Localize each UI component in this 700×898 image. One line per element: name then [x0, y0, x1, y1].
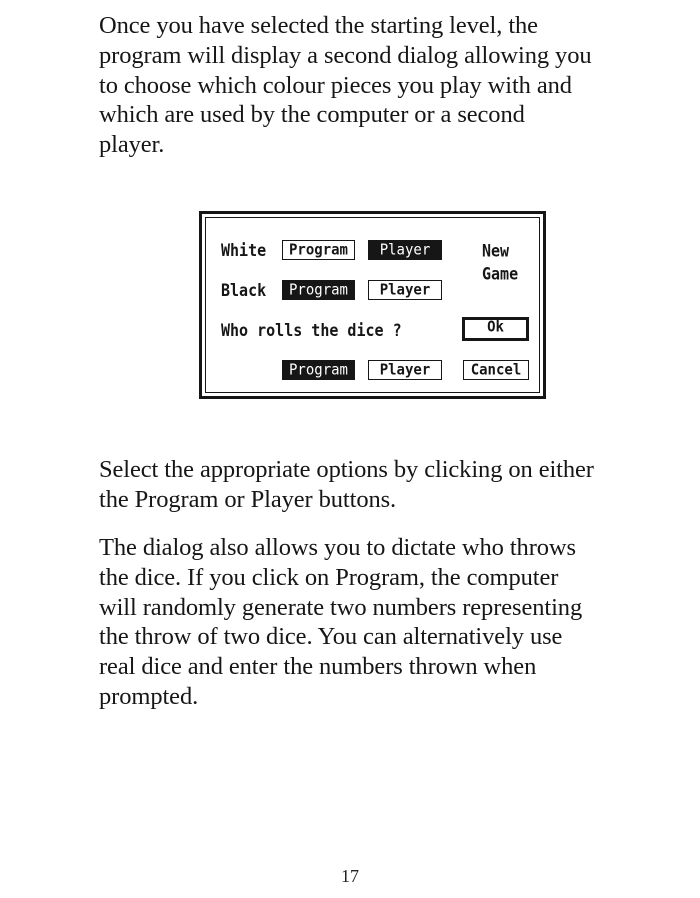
- white-player-button[interactable]: Player: [368, 240, 442, 260]
- player-selection-dialog: [199, 211, 546, 399]
- dice-question-label: Who rolls the dice ?: [221, 320, 402, 341]
- dice-program-button[interactable]: Program: [282, 360, 355, 380]
- dice-player-button[interactable]: Player: [368, 360, 442, 380]
- black-player-button[interactable]: Player: [368, 280, 442, 300]
- page-number: 17: [341, 866, 359, 886]
- cancel-button[interactable]: Cancel: [463, 360, 529, 380]
- white-program-button[interactable]: Program: [282, 240, 355, 260]
- black-label: Black: [221, 280, 267, 301]
- black-program-button[interactable]: Program: [282, 280, 355, 300]
- select-options-paragraph: Select the appropriate options by clicking on either the Program or Player buttons.: [99, 456, 594, 513]
- dice-explanation-paragraph: The dialog also allows you to dictate who throws the dice. If you click on Program, the computer will randomly generate two numbers representing the throw of two dice. You can alternatively use real dice and enter the numbers thrown when prompted.: [99, 534, 583, 710]
- new-game-button[interactable]: New Game: [482, 240, 519, 284]
- intro-paragraph: Once you have selected the starting level, the program will display a second dialog allowing you to choose which colour pieces you play with and which are used by the computer or a second player.: [99, 12, 592, 159]
- white-label: White: [221, 240, 267, 261]
- ok-button[interactable]: Ok: [462, 317, 529, 341]
